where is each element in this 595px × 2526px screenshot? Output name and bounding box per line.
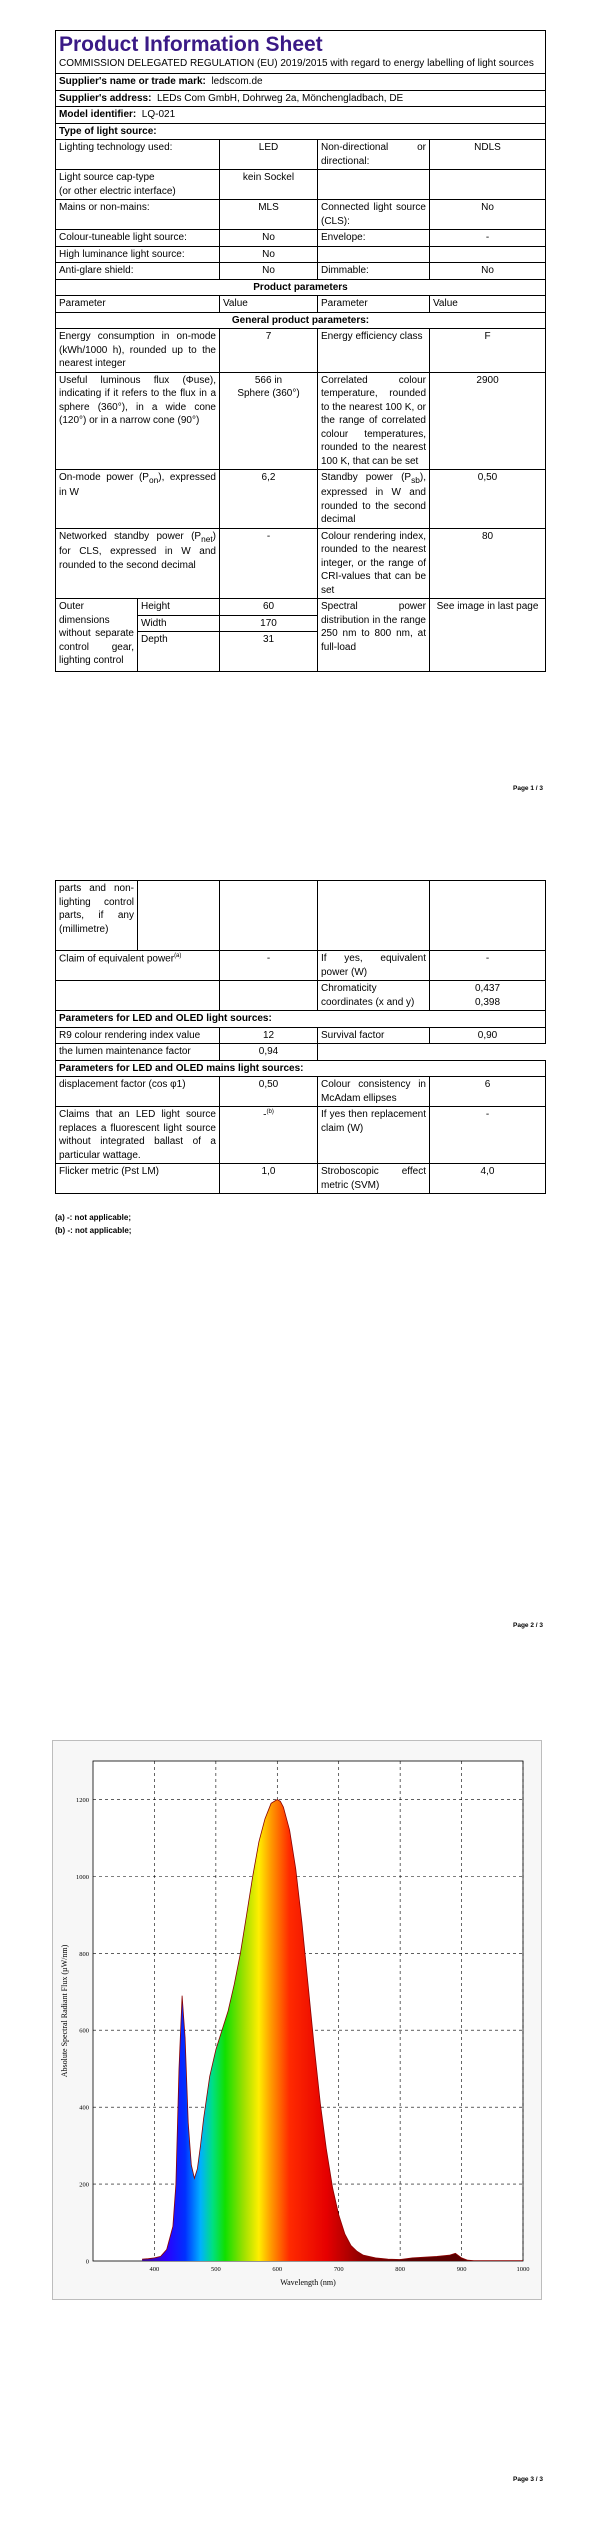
y-tick-label: 1000: [76, 1873, 89, 1881]
height-value: 60: [220, 599, 318, 616]
header-cell: [56, 31, 546, 74]
dimmable-label: Dimmable:: [318, 263, 430, 280]
page-1: [0, 0, 595, 860]
x-tick-label: 1000: [516, 2266, 530, 2273]
depth-label: Depth: [138, 632, 220, 672]
height-label: Height: [138, 599, 220, 616]
product-info-table-continued: [55, 880, 546, 1194]
flicker-row: [56, 1164, 546, 1194]
mains-label: Mains or non-mains:: [56, 200, 220, 230]
r9-row: [56, 1027, 546, 1044]
x-tick-label: 600: [272, 2266, 283, 2273]
spd-label: Spectral power distribution in the range 250 nm to 800 nm, at full-load: [318, 599, 430, 672]
survival-label: Survival factor: [318, 1027, 430, 1044]
stroboscopic-label: Stroboscopic effect metric (SVM): [318, 1164, 430, 1194]
led-mains-heading-row: [56, 1060, 546, 1077]
r9-value: 12: [220, 1027, 318, 1044]
lighting-tech-label: Lighting technology used:: [56, 140, 220, 170]
supplier-name-value: ledscom.de: [211, 76, 263, 88]
anti-glare-value: No: [220, 263, 318, 280]
lumen-maintenance-label: the lumen maintenance factor: [56, 1044, 220, 1061]
cls-value: No: [430, 200, 546, 230]
supplier-address-row: [56, 90, 546, 107]
model-row: [56, 107, 546, 124]
page-number: Page 3 / 3: [513, 2476, 543, 2483]
lumen-maintenance-value: 0,94: [220, 1044, 318, 1061]
flux-row: [56, 372, 546, 470]
on-mode-power-value: 6,2: [220, 470, 318, 529]
directional-value: NDLS: [430, 140, 546, 170]
chromaticity-label: Chromaticity coordinates (x and y): [318, 981, 430, 1011]
y-tick-label: 1200: [76, 1796, 89, 1804]
chromaticity-x: 0,437: [474, 983, 501, 994]
flux-value-1: 566 in: [254, 374, 283, 386]
type-heading-row: [56, 123, 546, 140]
page-2: [0, 860, 595, 1680]
col-value: Value: [220, 296, 318, 313]
spectral-power-chart: [52, 1740, 542, 2300]
model-value: LQ-021: [141, 109, 176, 121]
height-row: [56, 599, 546, 616]
supplier-address-label: Supplier's address:: [59, 92, 152, 104]
equivalent-power-w-value: -: [430, 951, 546, 981]
displacement-factor-value: 0,50: [220, 1077, 318, 1107]
x-tick-label: 900: [456, 2266, 467, 2273]
spectral-power-svg: [53, 1741, 543, 2301]
lumen-maintenance-row: [56, 1044, 546, 1061]
footnotes: [55, 1212, 131, 1238]
tuneable-label: Colour-tuneable light source:: [56, 230, 220, 247]
anti-glare-label: Anti-glare shield:: [56, 263, 220, 280]
spd-value: See image in last page: [430, 599, 546, 672]
cap-label-2: (or other electric interface): [59, 185, 176, 197]
high-luminance-label: High luminance light source:: [56, 246, 220, 263]
y-tick-label: 800: [79, 1950, 89, 1958]
displacement-factor-row: [56, 1077, 546, 1107]
page-number: Page 1 / 3: [513, 785, 543, 792]
led-params-heading: Parameters for LED and OLED light sources:: [56, 1011, 546, 1028]
stroboscopic-value: 4,0: [430, 1164, 546, 1194]
cri-label: Colour rendering index, rounded to the nearest integer, or the range of CRI-values that can be set: [318, 528, 430, 599]
ee-class-label: Energy efficiency class: [318, 329, 430, 373]
survival-value: 0,90: [430, 1027, 546, 1044]
envelope-label: Envelope:: [318, 230, 430, 247]
flux-value-2: Sphere (360°): [237, 388, 300, 400]
chromaticity-row: [56, 981, 546, 1011]
replacement-w-value: -: [430, 1107, 546, 1164]
mains-row: [56, 200, 546, 230]
led-mains-heading: Parameters for LED and OLED mains light sources:: [56, 1060, 546, 1077]
ee-class-value: F: [430, 329, 546, 373]
footnote-b: (b) -: not applicable;: [55, 1225, 132, 1235]
outer-dimensions-label: Outer dimensions without separate control gear, lighting control: [56, 599, 138, 672]
colour-consistency-label: Colour consistency in McAdam ellipses: [318, 1077, 430, 1107]
envelope-value: -: [430, 230, 546, 247]
energy-row: [56, 329, 546, 373]
cap-label-1: Light source cap-type: [59, 172, 155, 184]
replacement-w-label: If yes then replacement claim (W): [318, 1107, 430, 1164]
model-label: Model identifier:: [59, 109, 137, 121]
networked-standby-label: Networked standby power $(P_{net})$ for CLS, expressed in W and rounded to the second decimal: [56, 528, 220, 599]
high-luminance-value: No: [220, 246, 318, 263]
y-axis-label: Absolute Spectral Radiant Flux (µW/nm): [60, 1944, 69, 2078]
cap-type-row: [56, 170, 546, 200]
replacement-claim-value: -$^{(b)}$: [220, 1107, 318, 1164]
y-tick-label: 600: [79, 2027, 89, 2035]
x-tick-label: 500: [210, 2266, 221, 2273]
cct-value: 2900: [430, 372, 546, 470]
general-params-heading: General product parameters:: [56, 312, 546, 329]
depth-value: 31: [220, 632, 318, 672]
y-tick-label: 400: [79, 2104, 89, 2112]
outer-dimensions-continued-row: [56, 881, 546, 951]
col-value-2: Value: [430, 296, 546, 313]
equivalent-power-w-label: If yes, equivalent power (W): [318, 951, 430, 981]
equivalent-power-label: Claim of equivalent power$^{(a)}$: [56, 951, 220, 981]
equivalent-power-row: [56, 951, 546, 981]
on-mode-power-row: [56, 470, 546, 529]
r9-label: R9 colour rendering index value: [56, 1027, 220, 1044]
flux-label: Useful luminous flux (Φuse), indicating if it refers to the flux in a sphere (360°), in a wide cone (120°) or in a narrow cone (90°): [56, 372, 220, 470]
directional-label: Non-directional or directional:: [318, 140, 430, 170]
flicker-label: Flicker metric (Pst LM): [56, 1164, 220, 1194]
product-params-title-row: [56, 279, 546, 296]
mains-value: MLS: [220, 200, 318, 230]
lighting-tech-value: LED: [220, 140, 318, 170]
col-parameter-2: Parameter: [318, 296, 430, 313]
cap-value: kein Sockel: [220, 170, 318, 200]
networked-standby-value: -: [220, 528, 318, 599]
footnote-a: (a) -: not applicable;: [55, 1213, 131, 1222]
led-params-heading-row: [56, 1011, 546, 1028]
x-axis-label: Wavelength (nm): [280, 2278, 336, 2287]
product-info-table: [55, 30, 546, 672]
width-label: Width: [138, 615, 220, 632]
y-tick-label: 0: [85, 2258, 89, 2266]
x-tick-label: 800: [395, 2266, 406, 2273]
displacement-factor-label: displacement factor (cos φ1): [56, 1077, 220, 1107]
on-mode-power-label: On-mode power $(P_{on})$, expressed in W: [56, 470, 220, 529]
outer-dimensions-label-continued: parts and non-lighting control parts, if any (millimetre): [56, 881, 138, 951]
width-value: 170: [220, 615, 318, 632]
lighting-tech-row: [56, 140, 546, 170]
energy-value: 7: [220, 329, 318, 373]
supplier-name-row: [56, 74, 546, 91]
cri-value: 80: [430, 528, 546, 599]
page-number: Page 2 / 3: [513, 1622, 543, 1629]
y-tick-label: 200: [79, 2181, 89, 2189]
energy-label: Energy consumption in on-mode (kWh/1000 h), rounded up to the nearest integer: [56, 329, 220, 373]
anti-glare-row: [56, 263, 546, 280]
product-params-title: Product parameters: [56, 279, 546, 296]
chromaticity-y: 0,398: [474, 996, 501, 1008]
networked-standby-row: [56, 528, 546, 599]
col-parameter: Parameter: [56, 296, 220, 313]
page-3: [0, 1680, 595, 2526]
type-heading: Type of light source:: [56, 123, 546, 140]
tuneable-row: [56, 230, 546, 247]
params-column-header-row: [56, 296, 546, 313]
high-luminance-row: [56, 246, 546, 263]
supplier-name-label: Supplier's name or trade mark:: [59, 76, 206, 88]
colour-consistency-value: 6: [430, 1077, 546, 1107]
x-tick-label: 400: [149, 2266, 160, 2273]
cls-label: Connected light source (CLS):: [318, 200, 430, 230]
standby-power-label: Standby power $(P_{sb})$, expressed in W and rounded to the second decimal: [318, 470, 430, 529]
dimmable-value: No: [430, 263, 546, 280]
equivalent-power-value: -: [220, 951, 318, 981]
tuneable-value: No: [220, 230, 318, 247]
replacement-claim-label: Claims that an LED light source replaces a fluorescent light source without integrated ballast of a particular wattage.: [56, 1107, 220, 1164]
general-params-heading-row: [56, 312, 546, 329]
standby-power-value: 0,50: [430, 470, 546, 529]
cct-label: Correlated colour temperature, rounded to the nearest 100 K, or the range of correlated colour temperatures, rounded to the nearest 100 K, that can be set: [318, 372, 430, 470]
x-tick-label: 700: [333, 2266, 344, 2273]
page-title: Product Information Sheet: [59, 33, 323, 56]
flicker-value: 1,0: [220, 1164, 318, 1194]
replacement-claim-row: [56, 1107, 546, 1164]
supplier-address-value: LEDs Com GmbH, Dohrweg 2a, Mönchengladbach, DE: [156, 92, 404, 104]
regulation-subtitle: COMMISSION DELEGATED REGULATION (EU) 2019/2015 with regard to energy labelling of light sources: [59, 58, 534, 70]
